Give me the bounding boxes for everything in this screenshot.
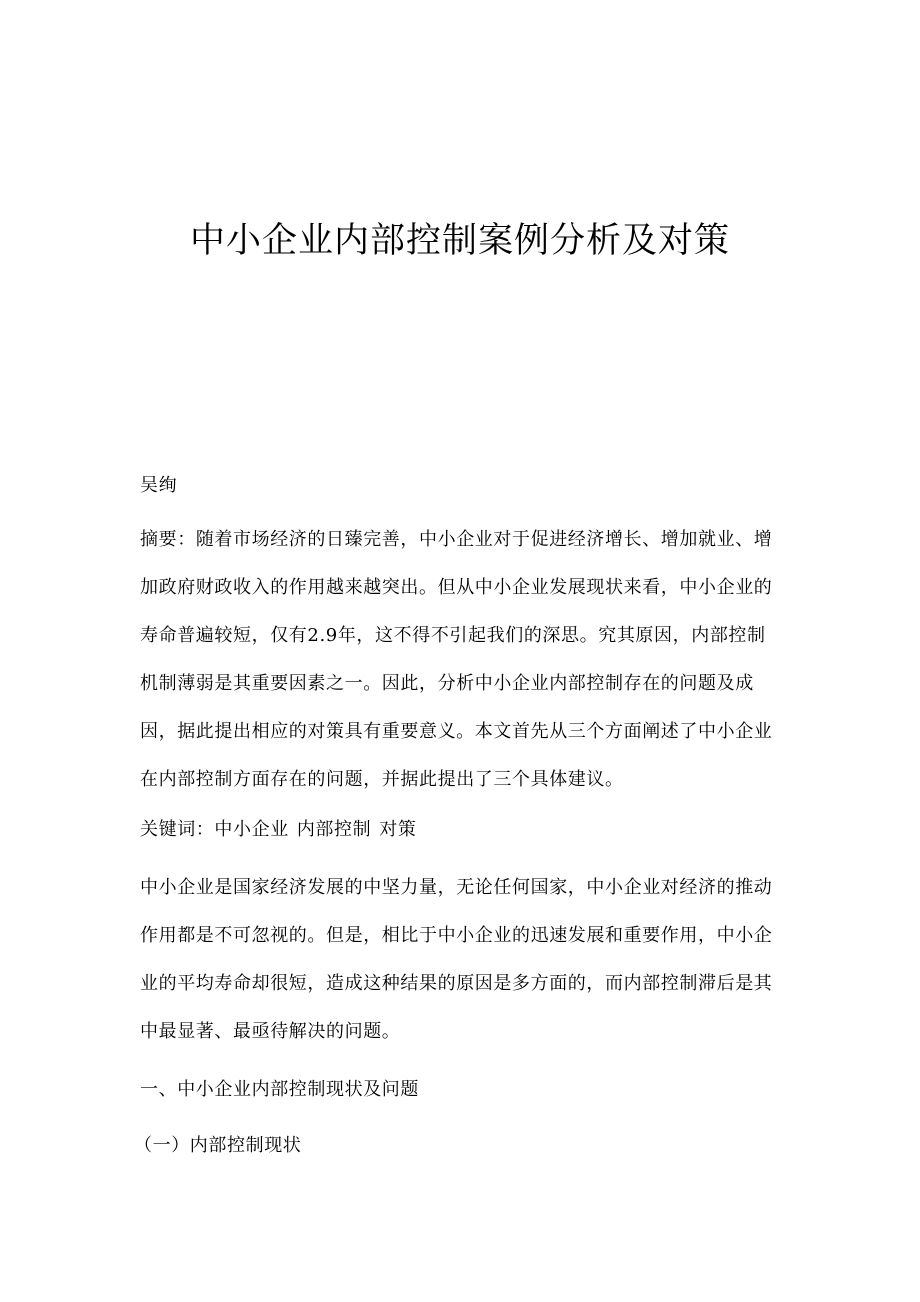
subsection-heading: （一）内部控制现状 [134, 1135, 302, 1156]
intro-paragraph: 中小企业是国家经济发展的中坚力量，无论任何国家，中小企业对经济的推动作用都是不可忽视的。但是，相比于中小企业的迅速发展和重要作用，中小企业的平均寿命却很短，造成这种结果的原因是多方面的，而内部控制滞后是其中最显著、最亟待解决的问题。 [140, 877, 773, 1042]
abstract-label: 摘要： [140, 529, 196, 550]
abstract-paragraph [140, 516, 780, 804]
keyword-item: 内部控制 [296, 819, 372, 840]
keyword-item: 中小企业 [214, 819, 289, 840]
author-name: 吴绚 [140, 475, 178, 496]
section-heading: 一、中小企业内部控制现状及问题 [140, 1079, 419, 1100]
keyword-item: 对策 [379, 819, 417, 840]
keywords-line [140, 806, 780, 854]
abstract-text: 随着市场经济的日臻完善，中小企业对于促进经济增长、增加就业、增加政府财政收入的作用越来越突出。但从中小企业发展现状来看，中小企业的寿命普遍较短，仅有2.9年，这不得不引起我们的深思。究其原因，内部控制机制薄弱是其重要因素之一。因此，分析中小企业内部控制存在的问题及成因，据此提出相应的对策具有重要意义。本文首先从三个方面阐述了中小企业在内部控制方面存在的问题，并据此提出了三个具体建议。 [140, 529, 773, 790]
document-title: 中小企业内部控制案例分析及对策 [189, 221, 730, 261]
keywords-label: 关键词： [140, 819, 215, 840]
